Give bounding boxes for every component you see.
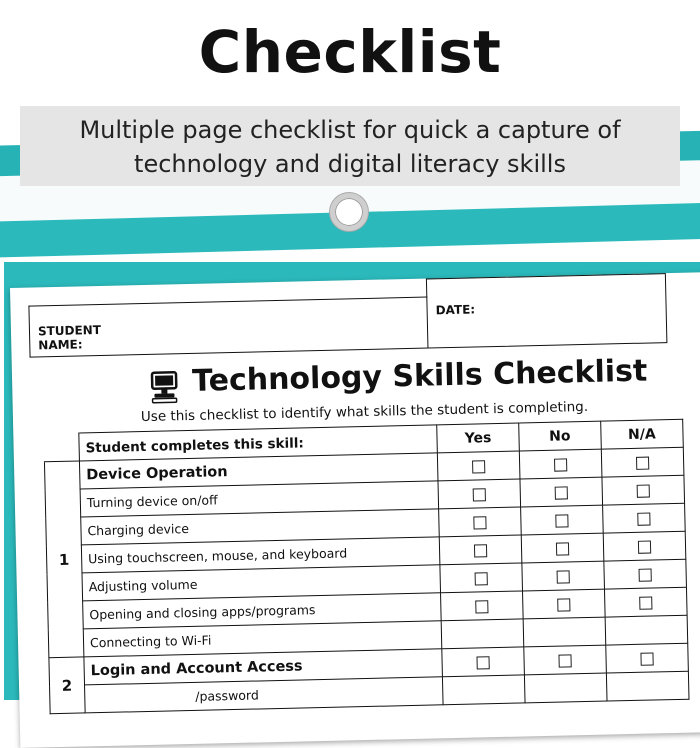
header-na: N/A [600,419,683,449]
skill-item: Charging device [81,509,439,545]
student-name-field[interactable] [28,297,428,358]
header-no: No [519,421,601,451]
na-checkbox[interactable] [605,615,688,645]
checkbox-icon[interactable] [472,460,485,473]
no-checkbox[interactable] [522,561,604,591]
yes-checkbox[interactable] [438,479,521,509]
page-title: Checklist [198,18,502,86]
checkbox-icon[interactable] [557,598,570,611]
na-checkbox[interactable] [601,447,684,477]
section-number: 2 [49,657,85,714]
yes-checkbox[interactable] [442,675,525,705]
checkbox-icon[interactable] [638,541,651,554]
checkbox-icon[interactable] [636,457,649,470]
header-yes: Yes [437,423,520,453]
na-checkbox[interactable] [606,671,689,701]
skill-item: Opening and closing apps/programs [83,593,441,629]
skill-item: Connecting to Wi-Fi [83,621,441,657]
checkbox-icon[interactable] [558,654,571,667]
header-num-cell [44,433,80,462]
checkbox-icon[interactable] [556,542,569,555]
no-checkbox[interactable] [521,505,603,535]
yes-checkbox[interactable] [441,619,524,649]
skill-item: Turning device on/off [80,481,438,517]
section-number: 1 [44,461,83,658]
no-checkbox[interactable] [520,477,602,507]
no-checkbox[interactable] [524,673,606,703]
no-checkbox[interactable] [524,645,606,675]
checkbox-icon[interactable] [554,458,567,471]
no-checkbox[interactable] [523,617,605,647]
no-checkbox[interactable] [521,533,603,563]
na-checkbox[interactable] [604,587,687,617]
yes-checkbox[interactable] [442,647,525,677]
skills-table [43,419,689,714]
student-name-label: STUDENT NAME: [37,322,102,353]
subtitle-banner [20,106,680,186]
yes-checkbox[interactable] [439,507,522,537]
checklist-instructions: Use this checklist to identify what skills the student is completing. [140,398,589,426]
checklist-sheet [10,272,700,748]
checkbox-icon[interactable] [474,544,487,557]
section-name: Login and Account Access [84,649,442,685]
checkbox-icon[interactable] [555,514,568,527]
checkbox-icon[interactable] [475,572,488,585]
checkbox-icon[interactable] [640,652,653,665]
checkbox-icon[interactable] [636,485,649,498]
subtitle-line-2: technology and digital literacy skills [134,150,566,178]
skill-item: Adjusting volume [82,565,440,601]
yes-checkbox[interactable] [440,591,523,621]
na-checkbox[interactable] [605,643,688,673]
no-checkbox[interactable] [519,449,601,479]
checkbox-icon[interactable] [475,600,488,613]
yes-checkbox[interactable] [440,563,523,593]
checkbox-icon[interactable] [473,488,486,501]
header-skill: Student completes this skill: [79,425,437,461]
na-checkbox[interactable] [602,503,685,533]
computer-icon [150,370,179,405]
na-checkbox[interactable] [602,475,685,505]
checkbox-icon[interactable] [473,516,486,529]
no-checkbox[interactable] [523,589,605,619]
checklist-title: Technology Skills Checklist [191,353,648,399]
subtitle-line-1: Multiple page checklist for quick a capture of [79,116,621,144]
checkbox-icon[interactable] [555,486,568,499]
yes-checkbox[interactable] [439,535,522,565]
skill-item: Using touchscreen, mouse, and keyboard [81,537,439,573]
checkbox-icon[interactable] [637,513,650,526]
checkbox-icon[interactable] [639,597,652,610]
date-field[interactable] [426,273,668,348]
checkbox-icon[interactable] [556,570,569,583]
date-label: DATE: [435,302,476,318]
section-name: Device Operation [79,453,437,489]
grommet-ring-icon [330,193,368,231]
na-checkbox[interactable] [604,559,687,589]
yes-checkbox[interactable] [437,451,520,481]
checkbox-icon[interactable] [476,656,489,669]
skill-item: /password [84,677,442,713]
checkbox-icon[interactable] [638,569,651,582]
na-checkbox[interactable] [603,531,686,561]
